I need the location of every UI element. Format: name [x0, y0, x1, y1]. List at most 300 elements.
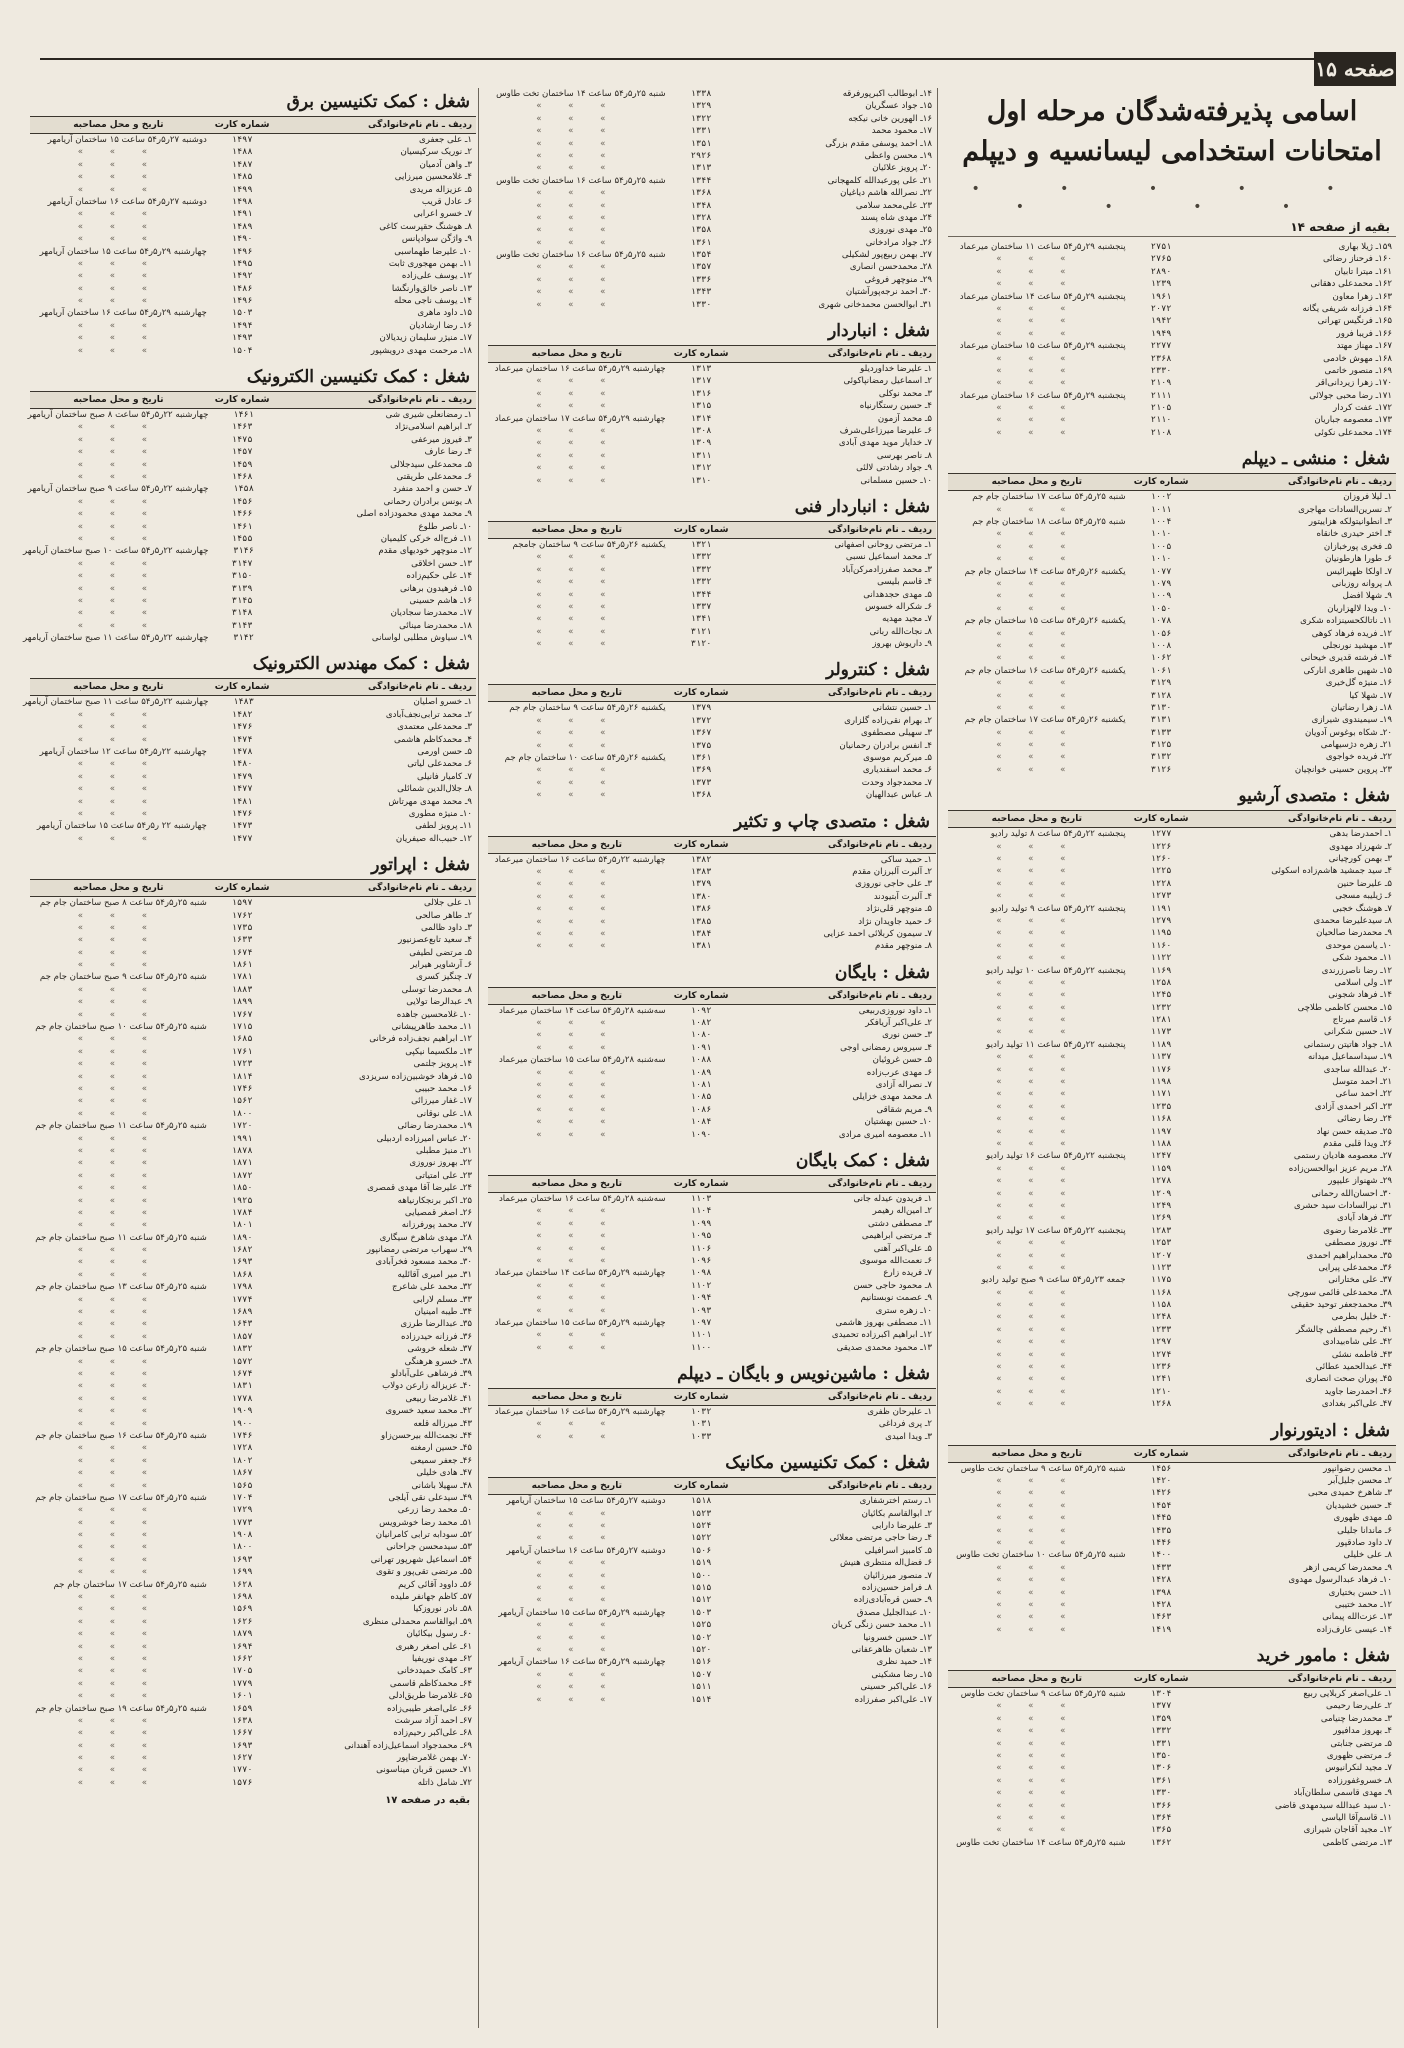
- ditto-marks: » » »: [77, 1207, 160, 1218]
- card-number: ۱۵۰۰: [690, 1570, 712, 1581]
- card-number: ۱۱۷۶: [1150, 1064, 1172, 1075]
- candidate-name: ۶ـ ماندانا جلیلی: [1337, 1525, 1392, 1536]
- card-number: ۱۰۹۴: [690, 1293, 712, 1304]
- interview-time: یکشنبه ۲۶ر۵ر۵۴ ساعت ۹ ساختمان جام جم: [509, 703, 666, 714]
- candidate-name: ۵۹ـ ابوالقاسم محمدلی منظری: [362, 1616, 472, 1627]
- card-number: ۱۵۱۹: [690, 1558, 712, 1569]
- candidate-name: ۴ـ سیروس رمضانی اوجی: [840, 1042, 932, 1053]
- table-row: [948, 1762, 1396, 1774]
- card-number: ۱۶۸۲: [231, 1245, 253, 1256]
- ditto-marks: » » »: [536, 589, 618, 600]
- ditto-marks: » » »: [536, 262, 618, 273]
- candidate-name: ۳۴ـ طیبه امینیان: [414, 1307, 472, 1318]
- continued-to: بقیه در صفحه ۱۷: [385, 1795, 470, 1807]
- card-number: ۱۶۷۴: [231, 947, 253, 958]
- table-row: [30, 196, 476, 208]
- interview-time: شنبه ۲۵ر۵ر۵۴ ساعت ۱۷ ساختمان جام جم: [53, 1579, 207, 1590]
- table-row: [30, 446, 476, 458]
- candidate-name: ۳۱ـ ابوالحسن محمدخانی شهری: [818, 299, 932, 310]
- card-number: ۱۳۷۵: [690, 740, 712, 751]
- ditto-marks: » » »: [536, 1067, 618, 1078]
- candidate-name: ۹ـ جواد رشادتی لالئی: [856, 463, 932, 474]
- table-row: [488, 551, 936, 563]
- card-number: ۱۹۰۸: [231, 1530, 253, 1541]
- card-number: ۳۱۴۶: [233, 546, 254, 557]
- header-card: شماره کارت: [673, 688, 729, 699]
- candidate-name: ۲۶ـ جواد مرادخانی: [865, 237, 932, 248]
- card-number: ۱۳۵۰: [1150, 1751, 1172, 1762]
- candidate-name: ۶۴ـ محمدکاظم قاسمی: [389, 1678, 472, 1689]
- ditto-marks: » » »: [996, 1262, 1078, 1273]
- ditto-marks: » » »: [536, 101, 618, 112]
- card-number: ۱۱۲۳: [1150, 1262, 1172, 1273]
- table-row: [30, 1331, 476, 1343]
- job-section: [948, 1417, 1396, 1636]
- table-row: [488, 564, 936, 576]
- card-number: ۱۴۲۶: [1150, 1488, 1172, 1499]
- card-number: ۲۱۱۱: [1150, 390, 1172, 401]
- candidate-name: ۳ـ محمد صفرزادمرکن‌آباد: [841, 564, 932, 575]
- ditto-marks: » » »: [536, 388, 618, 399]
- ditto-marks: » » »: [77, 1728, 160, 1739]
- card-number: ۱۴۹۱: [231, 209, 253, 220]
- card-number: ۳۱۴۷: [231, 558, 253, 569]
- card-number: ۲۷۶۵: [1150, 254, 1172, 265]
- candidate-name: ۶ـ شکراله خسوس: [865, 601, 932, 612]
- candidate-name: ۶۱ـ علی اصغر رهبری: [395, 1641, 472, 1652]
- ditto-marks: » » »: [536, 1419, 618, 1430]
- card-number: ۳۱۲۶: [1150, 764, 1172, 775]
- candidate-name: ۱۸ـ جواد هاتیتن رستمانی: [1303, 1039, 1392, 1050]
- interview-time: شنبه ۲۵ر۵ر۵۴ ساعت ۱۱ صبح ساختمان جام جم: [35, 1232, 207, 1243]
- card-number: ۱۴۸۵: [231, 172, 253, 183]
- ditto-marks: » » »: [996, 603, 1078, 614]
- card-number: ۱۹۰۰: [231, 1418, 253, 1429]
- ditto-marks: » » »: [77, 159, 160, 170]
- candidate-name: ۱۶۰ـ فرحناز رضائی: [1323, 254, 1392, 265]
- card-number: ۱۳۳۸: [690, 89, 712, 99]
- card-number: ۱۶۹۸: [231, 1592, 253, 1603]
- ditto-marks: » » »: [536, 626, 618, 637]
- card-number: ۱۰۸۱: [690, 1080, 712, 1091]
- card-number: ۱۸۶۸: [231, 1269, 253, 1280]
- table-row: [30, 1306, 476, 1318]
- table-row: [30, 1058, 476, 1070]
- table-row: [948, 1175, 1396, 1187]
- card-number: ۱۳۱۳: [690, 163, 712, 174]
- table-header: [488, 1175, 936, 1193]
- ditto-marks: » » »: [536, 1030, 618, 1041]
- ditto-marks: » » »: [996, 1089, 1078, 1100]
- ditto-marks: » » »: [996, 1374, 1078, 1385]
- card-number: ۱۸۰۱: [231, 1220, 253, 1231]
- ditto-marks: » » »: [77, 1393, 160, 1404]
- ditto-marks: » » »: [536, 1570, 618, 1581]
- card-number: ۱۳۶۱: [690, 753, 712, 764]
- card-number: ۲۱۰۹: [1150, 378, 1172, 389]
- interview-time: شنبه ۲۵ر۵ر۵۴ ساعت ۱۸ ساختمان جام جم: [972, 517, 1126, 528]
- candidate-name: ۴۳ـ فاطمه نشئی: [1331, 1349, 1392, 1360]
- card-number: ۱۲۴۹: [1150, 1200, 1172, 1211]
- candidate-name: ۲۳ـ علی‌محمد سلامی: [855, 200, 932, 211]
- candidate-name: ۹ـ عبدالرضا تولایی: [406, 997, 472, 1008]
- card-number: ۱۳۶۲: [1150, 1837, 1172, 1848]
- ditto-marks: » » »: [77, 1009, 160, 1020]
- card-number: ۱۵۰۶: [690, 1545, 712, 1556]
- interview-time: شنبه ۲۵ر۵ر۵۴ ساعت ۱۹ صبح ساختمان جام جم: [35, 1703, 207, 1714]
- card-number: ۱۲۹۷: [1150, 1337, 1172, 1348]
- candidate-name: ۱۵ـ فرهیدون برهانی: [399, 583, 472, 594]
- table-row: [488, 752, 936, 764]
- table-row: [488, 891, 936, 903]
- header-rule: [40, 58, 1314, 60]
- card-number: ۱۷۷۴: [231, 1294, 253, 1305]
- interview-time: شنبه ۲۵ر۵ر۵۴ ساعت ۱۱ صبح ساختمان جام جم: [35, 1121, 207, 1132]
- card-number: ۱۰۱۰: [1150, 529, 1172, 540]
- ditto-marks: » » »: [536, 1694, 618, 1705]
- ditto-marks: » » »: [996, 1077, 1078, 1088]
- card-number: ۱۵۲۴: [690, 1521, 712, 1532]
- ditto-marks: » » »: [77, 1616, 160, 1627]
- ditto-marks: » » »: [996, 1513, 1078, 1524]
- candidate-name: ۹ـ حسن قره‌آبادی‌زاده: [853, 1595, 932, 1606]
- candidate-name: ۶ـ علیرضا میرزاعلی‌شرف: [839, 425, 932, 436]
- table-header: [30, 879, 476, 897]
- card-number: ۱۱۰۲: [690, 1280, 712, 1291]
- candidate-name: ۳۲ـ محمد علی شاعرج: [392, 1282, 472, 1293]
- header-name: ردیف ـ نام نام‌خانوادگی: [1287, 814, 1392, 825]
- ditto-marks: » » »: [77, 209, 160, 220]
- table-row: [948, 652, 1396, 664]
- table-row: [488, 1280, 936, 1292]
- table-header: [30, 678, 476, 696]
- table-row: [948, 1237, 1396, 1249]
- column-separator: [937, 88, 938, 2028]
- candidate-name: ۲۲ـ احمد ساعی: [1335, 1089, 1392, 1100]
- card-number: ۱۴۴۶: [1150, 1537, 1172, 1548]
- ditto-marks: » » »: [536, 438, 618, 449]
- ditto-marks: » » »: [536, 1533, 618, 1544]
- card-number: ۱۴۵۶: [1150, 1463, 1172, 1474]
- candidate-name: ۴۹ـ سیدعلی نقی آیلجی: [388, 1492, 472, 1503]
- candidate-name: ۱۰ـ ناصر طلوع: [418, 521, 472, 532]
- table-row: [948, 1163, 1396, 1175]
- ditto-marks: » » »: [996, 841, 1078, 852]
- card-number: ۱۲۶۰: [1150, 854, 1172, 865]
- candidate-name: ۱ـ لیلا فروزان: [1343, 492, 1392, 503]
- header-card: شماره کارت: [1133, 1674, 1189, 1685]
- headline-line-2: امتحانات استخدامی لیسانسیه و دیپلم: [962, 136, 1382, 167]
- card-number: ۱۳۲۸: [690, 212, 712, 223]
- card-number: ۱۱۶۰: [1150, 940, 1172, 951]
- ditto-marks: » » »: [996, 940, 1078, 951]
- table-header: [948, 1670, 1396, 1688]
- header-name: ردیف ـ نام نام‌خانوادگی: [827, 524, 932, 535]
- candidate-name: ۴۱ـ رحیم مصطفی چالشگر: [1295, 1324, 1392, 1335]
- interview-time: شنبه ۲۵ر۵ر۵۴ ساعت ۱۷ صبح ساختمان جام جم: [35, 1492, 207, 1503]
- candidate-name: ۷ـ مجید مهدیه: [882, 614, 932, 625]
- dot-divider: • • • • • • • • •: [971, 181, 1373, 215]
- table-row: [488, 138, 936, 150]
- table-header: [948, 473, 1396, 491]
- candidate-name: ۲۲ـ نصرالله هاشم دیاغیان: [840, 188, 932, 199]
- table-row: [30, 984, 476, 996]
- table-row: [948, 1126, 1396, 1138]
- ditto-marks: » » »: [536, 552, 618, 563]
- card-number: ۱۶۳۸: [231, 1715, 253, 1726]
- header-name: ردیف ـ نام نام‌خانوادگی: [367, 395, 472, 406]
- candidate-name: ۹ـ عصمت نوبستانیم: [860, 1293, 932, 1304]
- table-row: [30, 1418, 476, 1430]
- card-number: ۱۳۱۷: [690, 376, 712, 387]
- header-name: ردیف ـ نام نام‌خانوادگی: [827, 688, 932, 699]
- candidate-name: ۴۰ـ عزیزاله زارعن دولاب: [382, 1381, 472, 1392]
- ditto-marks: » » »: [536, 601, 618, 612]
- card-number: ۱۰۷۹: [1150, 578, 1172, 589]
- candidate-name: ۶۲ـ مهدی نوریفیا: [412, 1653, 472, 1664]
- table-row: [30, 295, 476, 307]
- card-number: ۱۵۹۷: [231, 898, 253, 909]
- candidate-name: ۱۲ـ حبیب‌اله صیفریان: [395, 833, 472, 844]
- card-number: ۱۲۰۹: [1150, 1188, 1172, 1199]
- ditto-marks: » » »: [996, 977, 1078, 988]
- candidate-name: ۱۲ـ فریده فرهاد کوهی: [1311, 628, 1392, 639]
- card-number: ۱۳۱۴: [690, 413, 712, 424]
- card-number: ۱۳۶۸: [690, 188, 712, 199]
- table-row: [488, 916, 936, 928]
- table-row: [948, 1014, 1396, 1026]
- table-row: [488, 1029, 936, 1041]
- ditto-marks: » » »: [77, 1666, 160, 1677]
- ditto-marks: » » »: [536, 1117, 618, 1128]
- card-number: ۳۱۴۸: [231, 608, 253, 619]
- card-number: ۱۴۹۴: [231, 320, 253, 331]
- candidate-name: ۲ـ محمد اسماعیل نسبی: [845, 552, 932, 563]
- ditto-marks: » » »: [77, 1071, 160, 1082]
- candidate-name: ۱ـ علیرضا خداوردیلو: [860, 364, 932, 375]
- candidate-name: ۸ـ عباس عبدالهیان: [865, 790, 932, 801]
- card-number: ۱۳۸۵: [690, 916, 712, 927]
- card-number: ۱۲۸۱: [1150, 1015, 1172, 1026]
- table-row: [488, 1005, 936, 1017]
- candidate-name: ۱۵ـ شهین طاهری انارکی: [1303, 665, 1392, 676]
- candidate-name: ۴ـ غلامحسین میرزایی: [394, 172, 472, 183]
- ditto-marks: » » »: [77, 1183, 160, 1194]
- card-number: ۱۶۹۴: [231, 1641, 253, 1652]
- table-row: [30, 721, 476, 733]
- interview-time: شنبه ۲۵ر۵ر۵۴ ساعت ۹ صبح ساختمان جام جم: [39, 972, 207, 983]
- table-row: [488, 866, 936, 878]
- table-row: [948, 1349, 1396, 1361]
- table-row: [948, 952, 1396, 964]
- card-number: ۱۷۷۰: [231, 1765, 253, 1776]
- card-number: ۱۸۷۸: [231, 1145, 253, 1156]
- section-title: شغل : انباردار فنی: [794, 496, 930, 517]
- ditto-marks: » » »: [996, 427, 1078, 438]
- candidate-name: ۹ـ محمدرضا کریمی ازهر: [1303, 1562, 1392, 1573]
- candidate-name: ۳ـ واهن آدمیان: [419, 159, 472, 170]
- candidate-name: ۱۱ـ حسن بختیاری: [1328, 1587, 1392, 1598]
- table-row: [30, 521, 476, 533]
- candidate-name: ۳ـ شاهرخ حمیدی محبی: [1308, 1488, 1392, 1499]
- table-row: [30, 922, 476, 934]
- table-row: [948, 1611, 1396, 1623]
- table-row: [30, 971, 476, 983]
- ditto-marks: » » »: [77, 984, 160, 995]
- ditto-marks: » » »: [77, 1034, 160, 1045]
- ditto-marks: » » »: [536, 274, 618, 285]
- ditto-marks: » » »: [996, 640, 1078, 651]
- card-number: ۱۴۷۹: [231, 771, 253, 782]
- table-row: [488, 1644, 936, 1656]
- table-header: [30, 391, 476, 409]
- table-row: [488, 1255, 936, 1267]
- ditto-marks: » » »: [536, 1092, 618, 1103]
- candidate-name: ۱۲ـ محمد ختیبی: [1334, 1599, 1392, 1610]
- candidate-name: ۷۰ـ بهمن غلامرضاپور: [397, 1753, 472, 1764]
- card-number: ۳۱۳۹: [231, 583, 253, 594]
- ditto-marks: » » »: [77, 1678, 160, 1689]
- card-number: ۱۱۰۰: [690, 1342, 712, 1353]
- ditto-marks: » » »: [77, 1307, 160, 1318]
- candidate-name: ۷ـ سیمون کربلائی احمد عزایی: [823, 928, 932, 939]
- candidate-name: ۱ـ علی‌اصغر کربلایی ربیع: [1303, 1689, 1392, 1700]
- candidate-name: ۶۷ـ احمد آزاد سرشت: [394, 1715, 472, 1726]
- candidate-name: ۱۶۴ـ فرزانه شریفی یگانه: [1302, 303, 1392, 314]
- card-number: ۱۲۳۵: [1150, 1101, 1172, 1112]
- candidate-name: ۱۶۷ـ مهناز مهتد: [1336, 341, 1392, 352]
- card-number: ۱۷۲۸: [231, 1443, 253, 1454]
- card-number: ۱۳۳۲: [1150, 1726, 1172, 1737]
- candidate-name: ۳۷ـ شعله خروشی: [407, 1344, 472, 1355]
- header-name: ردیف ـ نام نام‌خانوادگی: [827, 839, 932, 850]
- card-number: ۱۲۳۳: [1150, 1324, 1172, 1335]
- candidate-name: ۱۰ـ حسین مسلمانی: [860, 475, 932, 486]
- card-number: ۱۱۹۵: [1150, 928, 1172, 939]
- ditto-marks: » » »: [77, 296, 160, 307]
- header-date: تاریخ و محل مصاحبه: [991, 814, 1082, 825]
- header-name: ردیف ـ نام نام‌خانوادگی: [827, 349, 932, 360]
- table-row: [948, 677, 1396, 689]
- card-number: ۱۷۳۵: [231, 922, 253, 933]
- card-number: ۱۳۵۸: [690, 225, 712, 236]
- table-row: [948, 1587, 1396, 1599]
- table-row: [488, 187, 936, 199]
- ditto-marks: » » »: [536, 1206, 618, 1217]
- card-number: ۱۰۸۸: [690, 1055, 712, 1066]
- ditto-marks: » » »: [996, 1300, 1078, 1311]
- candidate-name: ۶ـ آرشاویر هیرایر: [410, 960, 472, 971]
- ditto-marks: » » »: [77, 1245, 160, 1256]
- interview-time: پنجشنبه ۲۲ر۵ر۵۴ ساعت ۹ تولید رادیو: [990, 903, 1126, 914]
- card-number: ۱۴۸۲: [231, 709, 253, 720]
- table-row: [30, 833, 476, 845]
- table-row: [948, 1512, 1396, 1524]
- card-number: ۱۷۶۷: [231, 1009, 253, 1020]
- table-row: [30, 1021, 476, 1033]
- table-row: [30, 1170, 476, 1182]
- table-row: [948, 977, 1396, 989]
- card-number: ۱۴۳۳: [1150, 1562, 1172, 1573]
- candidate-name: ۳ـ سهیلی مصطفوی: [861, 728, 932, 739]
- table-row: [948, 989, 1396, 1001]
- table-row: [30, 1752, 476, 1764]
- ditto-marks: » » »: [996, 529, 1078, 540]
- candidate-name: ۶۰ـ رسول بیکائیان: [406, 1629, 472, 1640]
- ditto-marks: » » »: [77, 1629, 160, 1640]
- ditto-marks: » » »: [77, 1740, 160, 1751]
- card-number: ۱۴۱۹: [1150, 1624, 1172, 1635]
- table-row: [30, 171, 476, 183]
- table-row: [948, 1225, 1396, 1237]
- candidate-name: ۸ـ ناصر بهرسی: [876, 450, 932, 461]
- card-number: ۱۳۷۲: [690, 715, 712, 726]
- ditto-marks: » » »: [77, 1046, 160, 1057]
- ditto-marks: » » »: [77, 1406, 160, 1417]
- card-number: ۱۳۳۱: [1150, 1738, 1172, 1749]
- interview-time: چهارشنبه ۲۲ر۵ر۵۴ ساعت ۱۱ صبح ساختمان آریامهر: [23, 633, 209, 644]
- card-number: ۱۴۸۹: [231, 221, 253, 232]
- candidate-name: ۲۳ـ علی امتیاتی: [415, 1170, 472, 1181]
- interview-time: سه‌شنبه ۲۸ر۵ر۵۴ ساعت ۱۴ ساختمان میرعماد: [498, 1005, 666, 1016]
- ditto-marks: » » »: [996, 1386, 1078, 1397]
- card-number: ۱۶۸۹: [231, 1307, 253, 1318]
- card-number: ۱۴۹۶: [231, 296, 253, 307]
- card-number: ۱۴۹۵: [231, 258, 253, 269]
- table-row: [488, 1067, 936, 1079]
- candidate-name: ۱۷۰ـ زهرا زیردانی‌اقر: [1316, 378, 1392, 389]
- candidate-name: ۵ـ محمد آزمون: [877, 413, 932, 424]
- table-row: [948, 566, 1396, 578]
- table-row: [488, 638, 936, 650]
- job-section: [488, 1449, 936, 1706]
- candidate-name: ۴۱ـ غلامرضا ربیعی: [405, 1393, 472, 1404]
- candidate-name: ۵۴ـ اسماعیل شهرپور تهرانی: [370, 1554, 472, 1565]
- table-row: [488, 462, 936, 474]
- ditto-marks: » » »: [77, 709, 160, 720]
- card-number: ۲۲۷۷: [1150, 341, 1172, 352]
- card-number: ۱۳۵۷: [690, 262, 712, 273]
- card-number: ۱۴۶۳: [1150, 1612, 1172, 1623]
- interview-time: چهارشنبه ۲۹ر۵ر۵۴ ساعت ۱۵ ساختمان آریامهر: [498, 1607, 666, 1618]
- table-row: [488, 613, 936, 625]
- card-number: ۱۱۸۸: [1150, 1139, 1172, 1149]
- candidate-name: ۲۰ـ عباس امیرزاده اردبیلی: [376, 1133, 472, 1144]
- ditto-marks: » » »: [536, 904, 618, 915]
- ditto-marks: » » »: [77, 1170, 160, 1181]
- interview-time: شنبه ۲۵ر۵ر۵۴ ساعت ۱۵ صبح ساختمان جام جم: [35, 1344, 207, 1355]
- card-number: ۱۷۶۲: [231, 910, 253, 921]
- table-row: [948, 1787, 1396, 1799]
- card-number: ۱۶۶۲: [231, 1653, 253, 1664]
- card-number: ۳۱۴۵: [231, 595, 253, 606]
- ditto-marks: » » »: [536, 425, 618, 436]
- table-row: [30, 1517, 476, 1529]
- candidate-name: ۱۶۶ـ فریبا فرور: [1336, 328, 1392, 339]
- card-number: ۱۵۱۴: [690, 1694, 712, 1705]
- card-number: ۱۴۹۶: [231, 246, 253, 257]
- interview-time: شنبه ۲۵ر۵ر۵۴ ساعت ۱۴ ساختمان تخت طاوس: [956, 1837, 1126, 1848]
- candidate-name: ۱۷ـ علی‌اکبر صفرزاده: [854, 1694, 932, 1705]
- ditto-marks: » » »: [996, 690, 1078, 701]
- table-row: [30, 434, 476, 446]
- table-header: [488, 521, 936, 539]
- ditto-marks: » » »: [996, 1738, 1078, 1749]
- table-row: [948, 427, 1396, 439]
- ditto-marks: » » »: [996, 1751, 1078, 1762]
- interview-time: شنبه ۲۵ر۵ر۵۴ ساعت ۱۶ ساختمان تخت طاوس: [496, 250, 666, 261]
- ditto-marks: » » »: [536, 564, 618, 575]
